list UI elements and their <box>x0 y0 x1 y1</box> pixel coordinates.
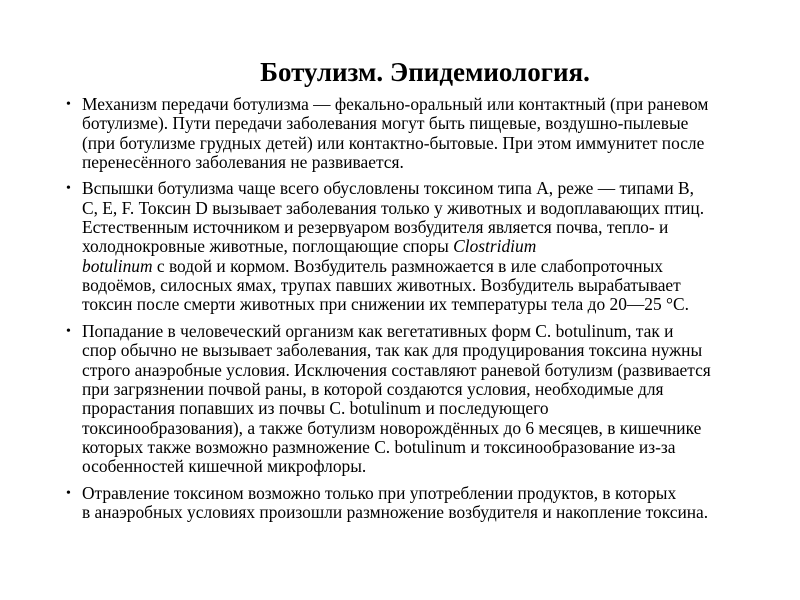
text-line <box>82 322 776 341</box>
text-line <box>82 457 776 476</box>
text-segment: Естественным источником и резервуаром возбудителя является почва, тепло- и <box>82 217 669 238</box>
text-line <box>82 361 776 380</box>
bullet-list <box>64 95 776 522</box>
text-segment: с водой и кормом. Возбудитель размножается в иле слабопроточных <box>152 255 663 276</box>
text-segment: (при ботулизме грудных детей) или контактно-бытовые. При этом иммунитет после <box>82 132 705 153</box>
bullet-marker: • <box>66 97 71 113</box>
bullet-item <box>64 322 776 477</box>
bullet-text <box>82 179 776 314</box>
text-segment: при загрязнении почвой раны, в которой создаются условия, необходимые для <box>82 378 664 399</box>
text-segment: Механизм передачи ботулизма — фекально-оральный или контактный (при раневом <box>82 94 709 115</box>
text-segment: в анаэробных условиях произошли размножение возбудителя и накопление токсина. <box>82 501 709 522</box>
bullet-item <box>64 484 776 523</box>
text-line <box>82 341 776 360</box>
bullet-text <box>82 322 776 477</box>
text-segment: Вспышки ботулизма чаще всего обусловлены токсином типа А, реже — типами В, <box>82 178 694 199</box>
text-line <box>82 134 776 153</box>
text-segment: Отравление токсином возможно только при употреблении продуктов, в которых <box>82 482 677 503</box>
text-line <box>82 503 776 522</box>
text-segment: ботулизме). Пути передачи заболевания могут быть пищевые, воздушно-пылевые <box>82 113 689 134</box>
text-segment: С, Е, F. Токсин D вызывает заболевания только у животных и водоплавающих птиц. <box>82 197 705 218</box>
bullet-marker: • <box>66 485 71 501</box>
text-line <box>82 199 776 218</box>
text-segment: прорастания попавших из почвы C. botulinum и последующего <box>82 398 549 419</box>
bullet-text <box>82 95 776 172</box>
bullet-marker: • <box>66 323 71 339</box>
text-segment: Попадание в человеческий организм как вегетативных форм C. botulinum, так и <box>82 320 674 341</box>
text-line <box>82 95 776 114</box>
bullet-item <box>64 179 776 314</box>
text-line <box>82 218 776 237</box>
text-line <box>82 399 776 418</box>
text-line <box>82 438 776 457</box>
text-segment: водоёмов, силосных ямах, трупах павших животных. Возбудитель вырабатывает <box>82 275 681 296</box>
page-title: Ботулизм. Эпидемиология. <box>260 57 590 87</box>
text-line <box>82 380 776 399</box>
text-line <box>82 153 776 172</box>
text-segment: Clostridium <box>453 236 537 257</box>
text-segment: холоднокровные животные, поглощающие споры <box>82 236 454 257</box>
text-segment: спор обычно не вызывает заболевания, так как для продуцирования токсина нужны <box>82 340 703 361</box>
text-segment: особенностей кишечной микрофлоры. <box>82 456 367 477</box>
text-segment: токсинообразования), а также ботулизм новорождённых до 6 месяцев, в кишечнике <box>82 417 702 438</box>
text-line <box>82 179 776 198</box>
text-line <box>82 257 776 276</box>
text-segment: строго анаэробные условия. Исключения составляют раневой ботулизм (развивается <box>82 359 711 380</box>
text-segment: botulinum <box>82 255 153 276</box>
text-line <box>82 419 776 438</box>
text-line <box>82 484 776 503</box>
bullet-item <box>64 95 776 172</box>
text-segment: которых также возможно размножение C. botulinum и токсинообразование из-за <box>82 436 676 457</box>
text-line <box>82 295 776 314</box>
text-segment: перенесённого заболевания не развивается. <box>82 152 404 173</box>
text-segment: токсин после смерти животных при снижении их температуры тела до 20—25 °C. <box>82 294 689 315</box>
text-line <box>82 114 776 133</box>
text-line <box>82 276 776 295</box>
bullet-marker: • <box>66 181 71 197</box>
bullet-text <box>82 484 776 523</box>
text-line <box>82 237 776 256</box>
